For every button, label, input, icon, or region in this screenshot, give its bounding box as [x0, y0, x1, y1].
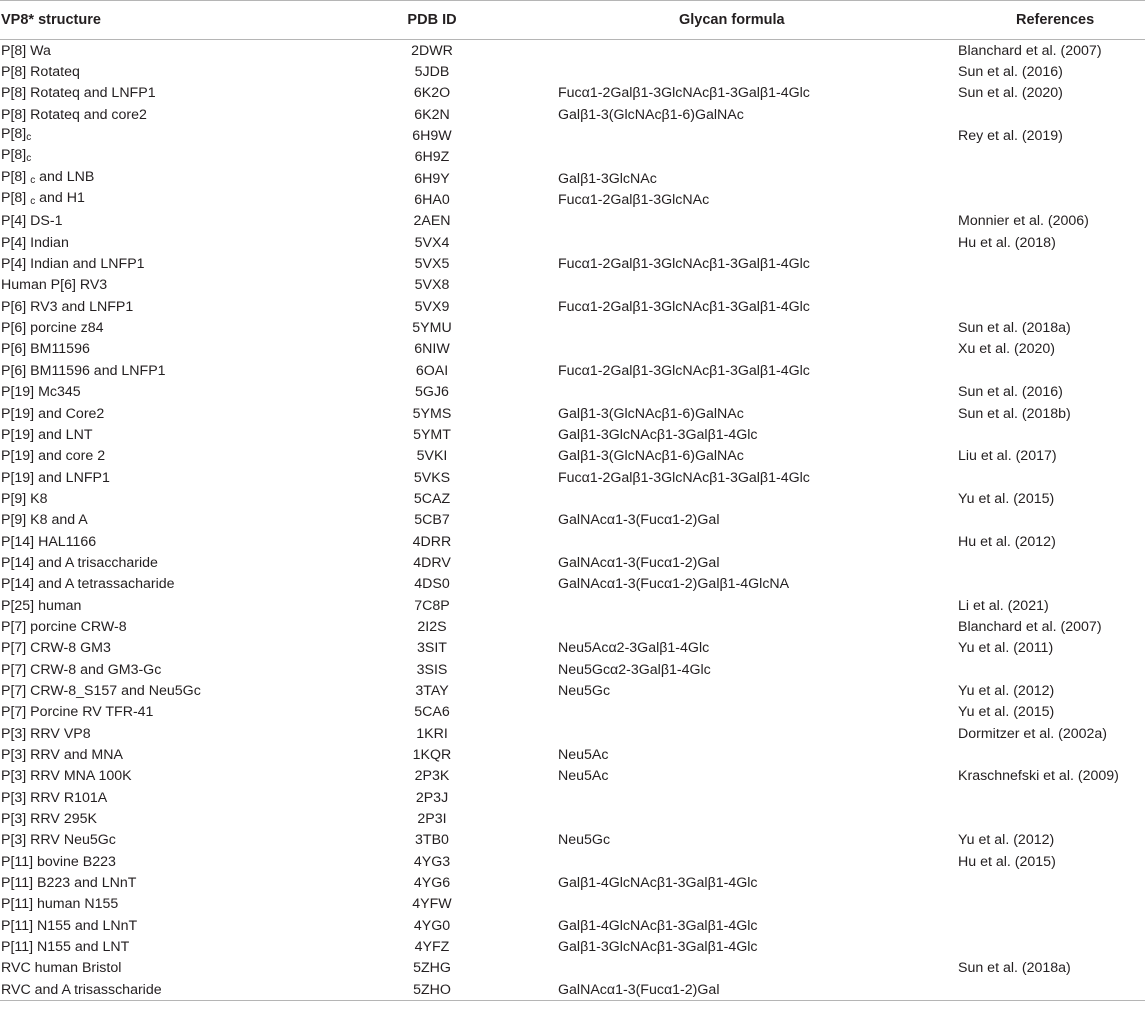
cell-vp8-structure	[0, 574, 322, 595]
cell-glycan-formula: Fucα1-2Galβ1-3GlcNAcβ1-3Galβ1-4Glc	[558, 469, 810, 486]
structure-text: P[3] RRV and MNA	[1, 747, 123, 764]
structure-text: P[4] Indian and LNFP1	[1, 256, 145, 273]
table-row	[0, 296, 1145, 317]
cell-pdb-id: 5ZHG	[413, 960, 451, 977]
structure-text: P[9] K8 and A	[1, 512, 88, 529]
structure-text: P[6] BM11596	[1, 341, 90, 358]
structure-text: P[19] and core 2	[1, 448, 106, 465]
table-row	[0, 638, 1145, 659]
table-row	[0, 680, 1145, 701]
table-row	[0, 702, 1145, 723]
cell-glycan-formula: Galβ1-4GlcNAcβ1-3Galβ1-4Glc	[558, 917, 758, 934]
structure-text: P[6] porcine z84	[1, 320, 104, 337]
cell-pdb-id: 5VX5	[414, 256, 450, 273]
structure-text: P[11] N155 and LNT	[1, 939, 130, 956]
cell-vp8-structure	[0, 403, 322, 424]
cell-reference	[958, 552, 1145, 573]
structure-text: P[11] N155 and LNnT	[1, 917, 138, 934]
cell-vp8-structure	[0, 317, 322, 338]
table-row	[0, 61, 1145, 82]
cell-vp8-structure	[0, 510, 322, 531]
cell-pdb-id: 2AEN	[413, 213, 451, 230]
cell-pdb-id: 4DRV	[413, 554, 451, 571]
table-row	[0, 211, 1145, 232]
cell-vp8-structure	[0, 232, 322, 253]
cell-vp8-structure	[0, 424, 322, 445]
cell-glycan-formula: Galβ1-3GlcNAc	[558, 170, 657, 187]
cell-pdb-id: 4DS0	[414, 576, 450, 593]
cell-glycan-formula: GalNAcα1-3(Fucα1-2)Gal	[558, 554, 720, 571]
structure-text: P[25] human	[1, 597, 82, 614]
cell-reference	[958, 104, 1145, 125]
table-row	[0, 253, 1145, 274]
structure-text: P[19] Mc345	[1, 384, 81, 401]
structure-subscript: c	[30, 196, 36, 208]
cell-pdb-id: 5ZHO	[322, 979, 558, 1001]
cell-reference	[958, 787, 1145, 808]
cell-vp8-structure	[0, 936, 322, 957]
cell-pdb-id: 6NIW	[414, 341, 450, 358]
table-row	[0, 574, 1145, 595]
cell-vp8-structure	[0, 275, 322, 296]
table-row	[0, 360, 1145, 381]
cell-pdb-id: 6OAI	[415, 362, 449, 379]
cell-reference	[958, 744, 1145, 765]
table-row	[0, 317, 1145, 338]
cell-glycan-formula: Neu5Acα2-3Galβ1-4Glc	[558, 640, 710, 657]
header-references: References	[958, 1, 1145, 40]
cell-glycan-formula	[558, 339, 958, 360]
cell-glycan-formula	[558, 275, 958, 296]
cell-vp8-structure	[0, 915, 322, 936]
cell-glycan-formula: Neu5Gc	[558, 682, 611, 699]
cell-reference	[958, 510, 1145, 531]
cell-glycan-formula	[558, 147, 958, 168]
structure-text: P[19] and LNT	[1, 426, 93, 443]
structure-text: P[4] Indian	[1, 234, 69, 251]
cell-pdb-id: 1KRI	[416, 725, 448, 742]
cell-vp8-structure	[0, 851, 322, 872]
table-row	[0, 766, 1145, 787]
table-row	[0, 168, 1145, 189]
cell-glycan-formula: Fucα1-2Galβ1-3GlcNAcβ1-3Galβ1-4Glc	[558, 362, 810, 379]
structure-subscript: c	[30, 174, 36, 186]
structure-text: P[8]	[1, 190, 31, 207]
header-glycan-formula: Glycan formula	[558, 1, 958, 40]
cell-glycan-formula: GalNAcα1-3(Fucα1-2)Galβ1-4GlcNA	[558, 576, 790, 593]
cell-reference	[958, 189, 1145, 210]
structure-text: P[8] Wa	[1, 42, 51, 59]
cell-reference: Sun et al. (2018a)	[958, 960, 1071, 977]
table-row	[0, 552, 1145, 573]
cell-glycan-formula	[558, 595, 958, 616]
cell-reference	[958, 979, 1145, 1001]
cell-vp8-structure	[0, 488, 322, 509]
cell-reference	[958, 424, 1145, 445]
cell-reference: Blanchard et al. (2007)	[958, 618, 1102, 635]
cell-vp8-structure	[0, 808, 322, 829]
structure-text: P[14] HAL1166	[1, 533, 97, 550]
cell-vp8-structure	[0, 104, 322, 125]
cell-reference: Hu et al. (2018)	[958, 234, 1056, 251]
cell-pdb-id: 5CAZ	[413, 490, 451, 507]
cell-vp8-structure	[0, 147, 322, 168]
cell-glycan-formula	[558, 531, 958, 552]
cell-reference: Yu et al. (2015)	[958, 704, 1055, 721]
cell-reference: Li et al. (2021)	[958, 597, 1049, 614]
cell-pdb-id: 6K2O	[413, 85, 451, 102]
table-row	[0, 232, 1145, 253]
cell-reference	[958, 808, 1145, 829]
cell-vp8-structure	[0, 360, 322, 381]
table-row	[0, 275, 1145, 296]
structure-text: P[11] human N155	[1, 896, 119, 913]
cell-vp8-structure	[0, 552, 322, 573]
cell-reference: Yu et al. (2011)	[958, 640, 1054, 657]
cell-pdb-id: 4YG3	[413, 853, 451, 870]
cell-vp8-structure	[0, 253, 322, 274]
cell-vp8-structure	[0, 787, 322, 808]
cell-reference: Sun et al. (2018b)	[958, 405, 1071, 422]
cell-glycan-formula	[558, 894, 958, 915]
structure-text: RVC human Bristol	[1, 960, 122, 977]
cell-reference: Monnier et al. (2006)	[958, 213, 1089, 230]
cell-vp8-structure	[0, 638, 322, 659]
cell-reference	[958, 168, 1145, 189]
structure-text: P[8] Rotateq and LNFP1	[1, 85, 156, 102]
structure-text: P[11] bovine B223	[1, 853, 116, 870]
cell-glycan-formula	[558, 317, 958, 338]
cell-glycan-formula	[558, 61, 958, 82]
cell-pdb-id: 7C8P	[414, 597, 450, 614]
cell-glycan-formula	[558, 488, 958, 509]
cell-pdb-id: 5CA6	[414, 704, 450, 721]
table-row	[0, 872, 1145, 893]
cell-glycan-formula	[558, 723, 958, 744]
header-row	[0, 1, 1145, 40]
cell-vp8-structure	[0, 467, 322, 488]
cell-pdb-id: 3SIT	[417, 640, 447, 657]
cell-pdb-id: 6H9W	[412, 128, 452, 145]
cell-pdb-id: 5GJ6	[415, 384, 449, 401]
cell-vp8-structure	[0, 382, 322, 403]
table-row	[0, 531, 1145, 552]
table-row	[0, 467, 1145, 488]
structure-subscript: c	[26, 132, 32, 144]
table-row	[0, 595, 1145, 616]
structure-text: P[19] and LNFP1	[1, 469, 110, 486]
cell-pdb-id: 3TAY	[415, 682, 449, 699]
cell-vp8-structure	[0, 531, 322, 552]
cell-vp8-structure	[0, 595, 322, 616]
cell-glycan-formula	[558, 40, 958, 62]
table-row	[0, 403, 1145, 424]
table-row	[0, 488, 1145, 509]
structure-text: P[7] CRW-8_S157 and Neu5Gc	[1, 682, 201, 699]
table-row	[0, 616, 1145, 637]
header-pdb-id: PDB ID	[322, 1, 558, 40]
cell-pdb-id: 4DRR	[412, 533, 452, 550]
cell-pdb-id: 2DWR	[411, 42, 453, 59]
header-vp8-structure: VP8* structure	[0, 1, 322, 40]
cell-vp8-structure	[0, 702, 322, 723]
cell-reference	[958, 936, 1145, 957]
cell-reference: Sun et al. (2020)	[958, 85, 1063, 102]
cell-vp8-structure	[0, 339, 322, 360]
table-row	[0, 744, 1145, 765]
cell-pdb-id: 5VKS	[413, 469, 451, 486]
cell-vp8-structure	[0, 296, 322, 317]
cell-glycan-formula: Galβ1-3GlcNAcβ1-3Galβ1-4Glc	[558, 426, 758, 443]
cell-glycan-formula	[558, 125, 958, 146]
structure-text: P[3] RRV MNA 100K	[1, 768, 132, 785]
cell-reference	[958, 275, 1145, 296]
structure-text: P[14] and A tetrassacharide	[1, 576, 175, 593]
cell-vp8-structure	[0, 979, 322, 1001]
cell-glycan-formula	[558, 382, 958, 403]
cell-pdb-id: 5VKI	[416, 448, 448, 465]
cell-pdb-id: 5VX9	[414, 298, 450, 315]
cell-glycan-formula: GalNAcα1-3(Fucα1-2)Gal	[558, 979, 958, 1001]
table-row	[0, 510, 1145, 531]
structure-text: Human P[6] RV3	[1, 277, 108, 294]
cell-reference	[958, 253, 1145, 274]
cell-reference	[958, 360, 1145, 381]
cell-glycan-formula	[558, 787, 958, 808]
cell-vp8-structure	[0, 766, 322, 787]
table-row	[0, 40, 1145, 62]
table-row	[0, 83, 1145, 104]
table-row	[0, 104, 1145, 125]
cell-reference	[958, 872, 1145, 893]
cell-reference	[958, 467, 1145, 488]
table-row	[0, 339, 1145, 360]
structure-text: P[8]	[1, 126, 27, 143]
table-row	[0, 125, 1145, 146]
cell-vp8-structure	[0, 61, 322, 82]
structure-text: P[19] and Core2	[1, 405, 105, 422]
cell-reference: Xu et al. (2020)	[958, 341, 1056, 358]
table-row	[0, 936, 1145, 957]
table-row	[0, 894, 1145, 915]
cell-reference: Liu et al. (2017)	[958, 448, 1057, 465]
structure-text: P[7] porcine CRW-8	[1, 618, 127, 635]
cell-pdb-id: 2P3K	[414, 768, 450, 785]
cell-glycan-formula	[558, 702, 958, 723]
cell-glycan-formula: Galβ1-3(GlcNAcβ1-6)GalNAc	[558, 106, 744, 123]
cell-pdb-id: 6HA0	[414, 192, 450, 209]
structure-text: P[8] Rotateq and core2	[1, 106, 147, 123]
cell-vp8-structure	[0, 616, 322, 637]
structure-subscript: c	[26, 153, 32, 165]
table-row	[0, 830, 1145, 851]
cell-pdb-id: 4YG6	[413, 875, 451, 892]
table-row	[0, 808, 1145, 829]
cell-reference: Hu et al. (2012)	[958, 533, 1056, 550]
table-row	[0, 723, 1145, 744]
table-row	[0, 915, 1145, 936]
cell-glycan-formula: Neu5Gcα2-3Galβ1-4Glc	[558, 661, 711, 678]
cell-reference: Yu et al. (2012)	[958, 682, 1055, 699]
cell-vp8-structure	[0, 744, 322, 765]
cell-glycan-formula	[558, 616, 958, 637]
structure-text: P[3] RRV R101A	[1, 789, 108, 806]
cell-reference: Yu et al. (2015)	[958, 490, 1055, 507]
table-body	[0, 40, 1145, 1001]
cell-reference: Yu et al. (2012)	[958, 832, 1055, 849]
cell-reference	[958, 659, 1145, 680]
cell-pdb-id: 4YFZ	[414, 939, 450, 956]
structure-text: P[6] BM11596 and LNFP1	[1, 362, 166, 379]
cell-vp8-structure	[0, 83, 322, 104]
cell-reference: Sun et al. (2016)	[958, 384, 1063, 401]
cell-reference: Hu et al. (2015)	[958, 853, 1056, 870]
structure-text: P[11] B223 and LNnT	[1, 875, 137, 892]
cell-reference: Blanchard et al. (2007)	[958, 42, 1102, 59]
cell-reference: Dormitzer et al. (2002a)	[958, 725, 1108, 742]
cell-glycan-formula: Galβ1-3GlcNAcβ1-3Galβ1-4Glc	[558, 939, 758, 956]
cell-reference: Rey et al. (2019)	[958, 128, 1063, 145]
cell-vp8-structure	[0, 211, 322, 232]
cell-reference: Kraschnefski et al. (2009)	[958, 768, 1119, 785]
cell-pdb-id: 2P3J	[415, 789, 449, 806]
cell-reference	[958, 915, 1145, 936]
cell-glycan-formula: Fucα1-2Galβ1-3GlcNAc	[558, 192, 710, 209]
cell-vp8-structure	[0, 680, 322, 701]
structure-text: P[8]	[1, 147, 27, 164]
cell-vp8-structure	[0, 723, 322, 744]
cell-reference	[958, 894, 1145, 915]
cell-reference	[958, 147, 1145, 168]
cell-vp8-structure	[0, 40, 322, 62]
cell-glycan-formula: Neu5Ac	[558, 768, 609, 785]
table-row	[0, 446, 1145, 467]
structure-text: P[7] CRW-8 GM3	[1, 640, 111, 657]
table-header	[0, 1, 1145, 40]
cell-reference: Sun et al. (2016)	[958, 64, 1063, 81]
cell-vp8-structure	[0, 958, 322, 979]
structure-text: P[3] RRV VP8	[1, 725, 91, 742]
cell-reference	[958, 296, 1145, 317]
cell-reference	[958, 574, 1145, 595]
cell-pdb-id: 6H9Y	[414, 170, 450, 187]
cell-pdb-id: 3TB0	[415, 832, 449, 849]
table-row	[0, 659, 1145, 680]
table-row	[0, 382, 1145, 403]
cell-pdb-id: 5YMU	[412, 320, 452, 337]
table-row	[0, 851, 1145, 872]
cell-glycan-formula	[558, 808, 958, 829]
structure-tail-text: and H1	[35, 190, 85, 207]
cell-pdb-id: 5JDB	[414, 64, 450, 81]
cell-glycan-formula: Fucα1-2Galβ1-3GlcNAcβ1-3Galβ1-4Glc	[558, 256, 810, 273]
table-row	[0, 958, 1145, 979]
cell-pdb-id: 4YG0	[413, 917, 451, 934]
cell-vp8-structure	[0, 659, 322, 680]
cell-glycan-formula: Galβ1-3(GlcNAcβ1-6)GalNAc	[558, 448, 744, 465]
cell-glycan-formula	[558, 211, 958, 232]
cell-vp8-structure	[0, 125, 322, 146]
cell-vp8-structure	[0, 189, 322, 210]
cell-glycan-formula: Galβ1-4GlcNAcβ1-3Galβ1-4Glc	[558, 875, 758, 892]
structure-text: P[6] RV3 and LNFP1	[1, 298, 134, 315]
cell-pdb-id: 5VX4	[414, 234, 450, 251]
cell-pdb-id: 5YMS	[412, 405, 452, 422]
cell-pdb-id: 5YMT	[413, 426, 451, 443]
structure-text: P[8] Rotateq	[1, 64, 80, 81]
cell-vp8-structure	[0, 894, 322, 915]
structure-text: P[7] Porcine RV TFR-41	[1, 704, 154, 721]
structure-text: P[3] RRV Neu5Gc	[1, 832, 116, 849]
cell-pdb-id: 6K2N	[414, 106, 450, 123]
cell-glycan-formula: Fucα1-2Galβ1-3GlcNAcβ1-3Galβ1-4Glc	[558, 85, 810, 102]
cell-glycan-formula	[558, 232, 958, 253]
structure-text: P[3] RRV 295K	[1, 811, 97, 828]
cell-pdb-id: 6H9Z	[414, 149, 450, 166]
cell-vp8-structure	[0, 168, 322, 189]
cell-reference: Sun et al. (2018a)	[958, 320, 1071, 337]
cell-glycan-formula	[558, 958, 958, 979]
structure-text: P[4] DS-1	[1, 213, 63, 230]
table-row	[0, 787, 1145, 808]
structure-text: P[8]	[1, 168, 31, 185]
cell-glycan-formula: Neu5Gc	[558, 832, 611, 849]
table-row	[0, 189, 1145, 210]
cell-pdb-id: 3SIS	[416, 661, 448, 678]
cell-pdb-id: 2I2S	[417, 618, 447, 635]
table-row	[0, 147, 1145, 168]
cell-vp8-structure	[0, 872, 322, 893]
cell-glycan-formula: Fucα1-2Galβ1-3GlcNAcβ1-3Galβ1-4Glc	[558, 298, 810, 315]
cell-glycan-formula	[558, 851, 958, 872]
structure-tail-text: and LNB	[35, 168, 95, 185]
cell-glycan-formula: Neu5Ac	[558, 747, 609, 764]
cell-pdb-id: 5VX8	[414, 277, 450, 294]
cell-glycan-formula: Galβ1-3(GlcNAcβ1-6)GalNAc	[558, 405, 744, 422]
structure-text: P[14] and A trisaccharide	[1, 554, 158, 571]
cell-vp8-structure	[0, 830, 322, 851]
structure-text: P[7] CRW-8 and GM3-Gc	[1, 661, 162, 678]
cell-pdb-id: 2P3I	[417, 811, 447, 828]
cell-pdb-id: 1KQR	[412, 747, 452, 764]
structure-text: RVC and A trisasscharide	[1, 981, 162, 998]
table-row	[0, 979, 1145, 1001]
table-row	[0, 424, 1145, 445]
cell-pdb-id: 4YFW	[412, 896, 452, 913]
cell-pdb-id: 5CB7	[414, 512, 450, 529]
cell-vp8-structure	[0, 446, 322, 467]
structure-text: P[9] K8	[1, 490, 48, 507]
cell-glycan-formula: GalNAcα1-3(Fucα1-2)Gal	[558, 512, 720, 529]
